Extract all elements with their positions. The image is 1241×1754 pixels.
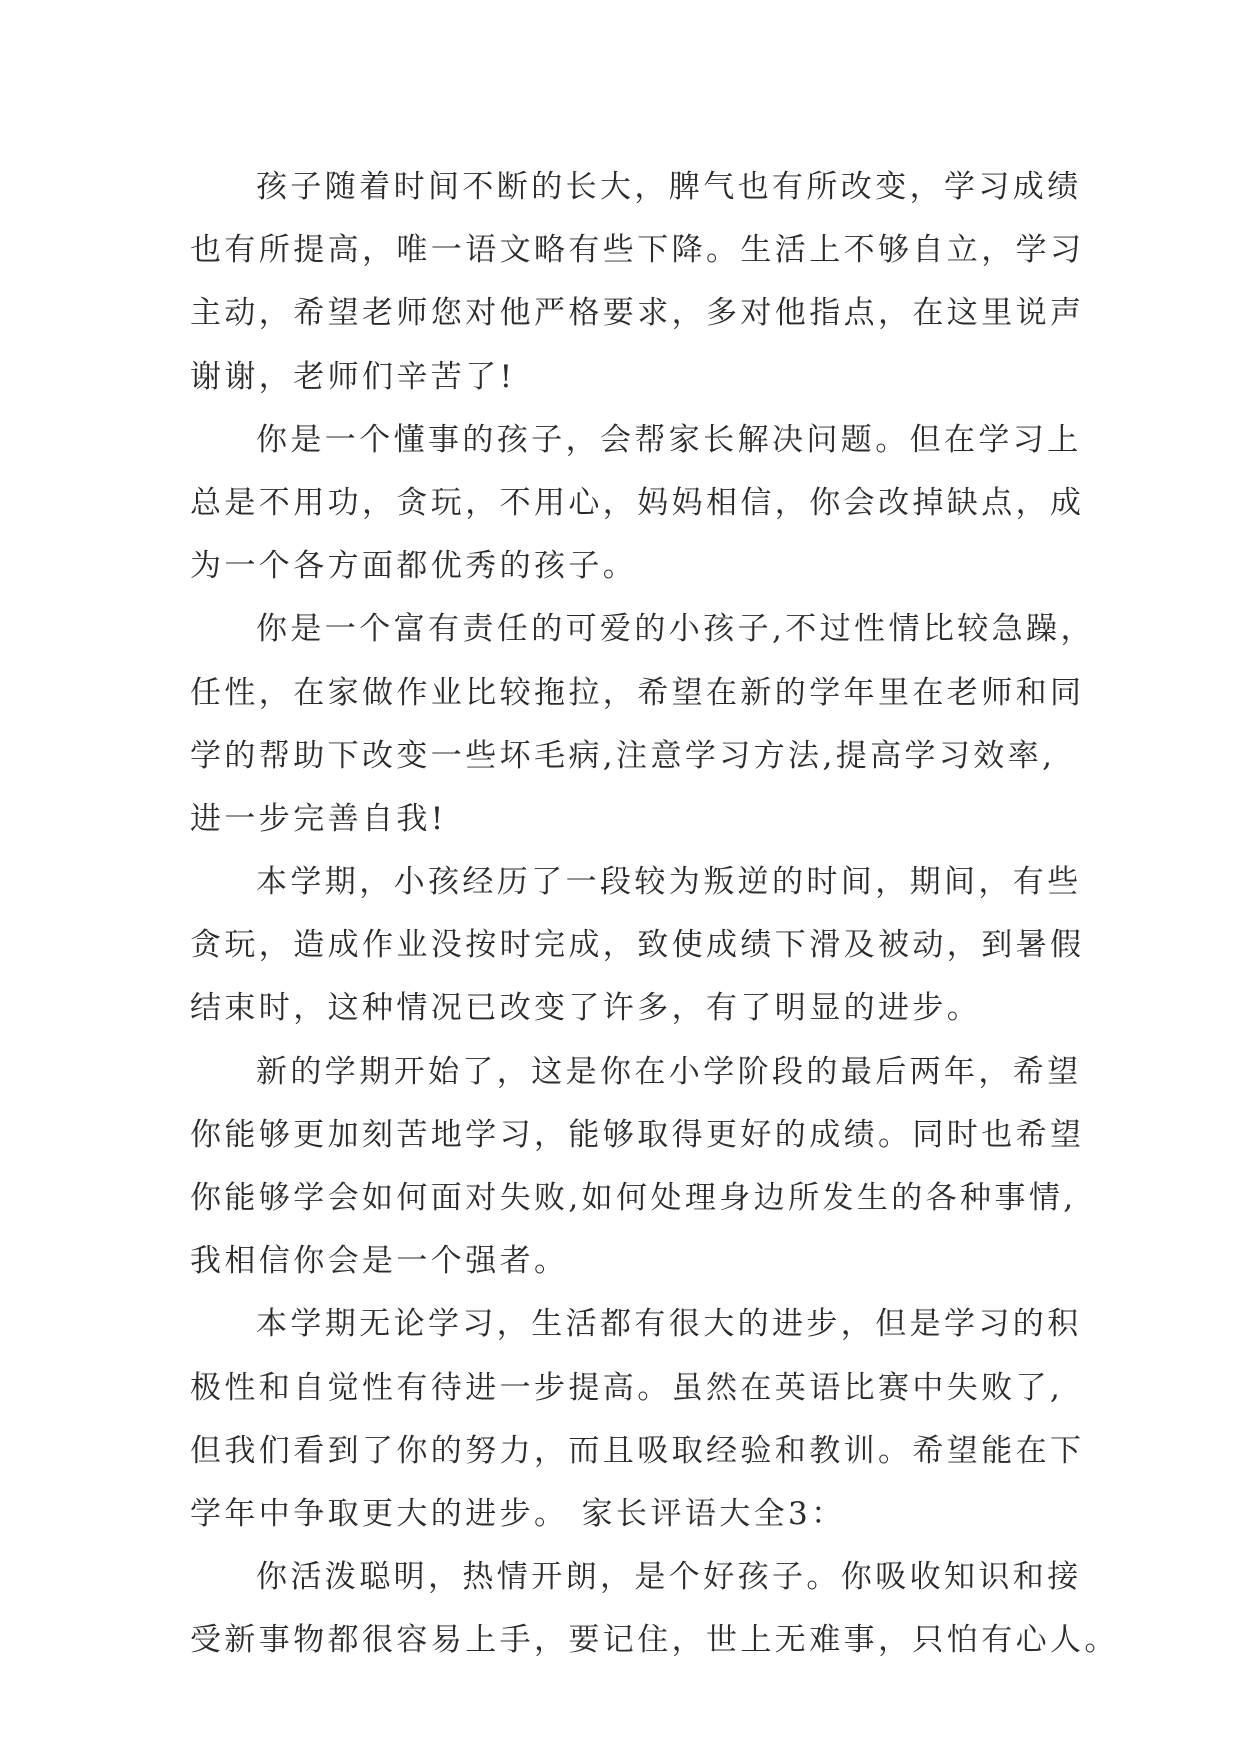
text-line: 极性和自觉性有待进一步提高。虽然在英语比赛中失败了, bbox=[190, 1369, 1064, 1406]
text-line: 新的学期开始了，这是你在小学阶段的最后两年，希望 bbox=[256, 1053, 1082, 1090]
text-line: 本学期无论学习，生活都有很大的进步，但是学习的积 bbox=[256, 1306, 1082, 1343]
text-line: 受新事物都很容易上手，要记住，世上无难事，只怕有心人。 bbox=[190, 1622, 1119, 1659]
text-line: 本学期，小孩经历了一段较为叛逆的时间，期间，有些 bbox=[256, 864, 1082, 901]
text-line: 总是不用功，贪玩，不用心，妈妈相信，你会改掉缺点，成 bbox=[190, 484, 1085, 521]
paragraph-6 bbox=[190, 1298, 1085, 1551]
text-line: 学年中争取更大的进步。 家长评语大全3： bbox=[190, 1495, 846, 1532]
text-line: 进一步完善自我! bbox=[190, 800, 447, 837]
text-line: 孩子随着时间不断的长大，脾气也有所改变，学习成绩 bbox=[256, 169, 1082, 205]
text-line: 学的帮助下改变一些坏毛病,注意学习方法,提高学习效率, bbox=[190, 737, 1056, 774]
text-line: 你是一个懂事的孩子，会帮家长解决问题。但在学习上 bbox=[256, 421, 1082, 458]
paragraph-3 bbox=[190, 603, 1095, 856]
text-line: 你是一个富有责任的可爱的小孩子,不过性情比较急躁， bbox=[256, 611, 1095, 648]
text-line: 结束时，这种情况已改变了许多，有了明显的进步。 bbox=[190, 990, 982, 1027]
text-line: 任性，在家做作业比较拖拉，希望在新的学年里在老师和同 bbox=[190, 674, 1085, 711]
text-line: 谢谢，老师们辛苦了! bbox=[190, 358, 516, 395]
paragraph-1 bbox=[190, 161, 1085, 414]
text-line: 主动，希望老师您对他严格要求，多对他指点，在这里说声 bbox=[190, 295, 1085, 332]
paragraph-4 bbox=[190, 856, 1085, 1046]
text-line: 也有所提高，唯一语文略有些下降。生活上不够自立，学习 bbox=[190, 232, 1085, 269]
paragraph-2 bbox=[190, 414, 1085, 604]
text-line: 为一个各方面都优秀的孩子。 bbox=[190, 548, 638, 585]
text-line: 贪玩，造成作业没按时完成，致使成绩下滑及被动，到暑假 bbox=[190, 927, 1085, 964]
text-line: 你能够更加刻苦地学习，能够取得更好的成绩。同时也希望 bbox=[190, 1116, 1085, 1153]
text-line: 但我们看到了你的努力，而且吸取经验和教训。希望能在下 bbox=[190, 1432, 1085, 1469]
paragraph-5 bbox=[190, 1046, 1085, 1299]
document-body bbox=[190, 161, 1119, 1678]
text-line: 你活泼聪明，热情开朗，是个好孩子。你吸收知识和接 bbox=[256, 1559, 1082, 1596]
text-line: 你能够学会如何面对失败,如何处理身边所发生的各种事情, bbox=[190, 1180, 1077, 1216]
paragraph-7 bbox=[190, 1551, 1119, 1677]
text-line: 我相信你会是一个强者。 bbox=[190, 1243, 569, 1280]
